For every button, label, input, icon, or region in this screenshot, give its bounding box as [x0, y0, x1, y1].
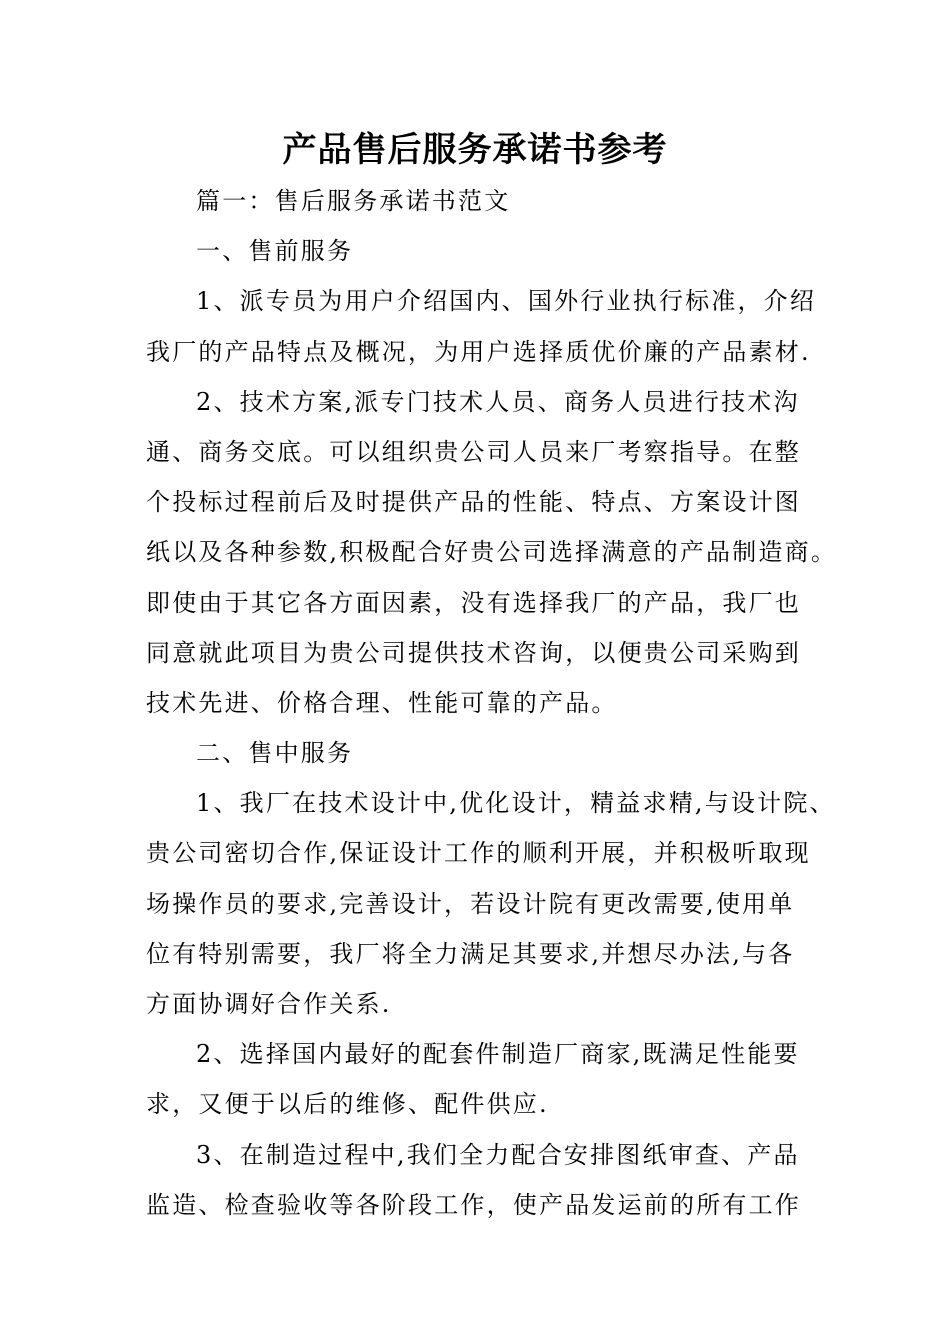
document-title: 产品售后服务承诺书参考 [282, 130, 668, 170]
paragraph-line: 1、我厂在技术设计中,优化设计，精益求精,与设计院、 [196, 789, 836, 818]
paragraph-line: 贵公司密切合作,保证设计工作的顺利开展，并积极听取现 [146, 839, 811, 868]
section-heading-pre-sale: 一、售前服务 [196, 237, 354, 266]
paragraph-line: 同意就此项目为贵公司提供技术咨询，以便贵公司采购到 [146, 638, 801, 667]
paragraph-line: 监造、检查验收等各阶段工作，使产品发运前的所有工作 [146, 1190, 801, 1219]
paragraph-line: 求，又便于以后的维修、配件供应. [146, 1090, 549, 1119]
paragraph-line: 方面协调好合作关系. [146, 990, 392, 1018]
paragraph-line: 位有特别需要，我厂将全力满足其要求,并想尽办法,与各 [146, 939, 795, 968]
document-body [146, 176, 838, 1230]
paragraph-line: 3、在制造过程中,我们全力配合安排图纸审查、产品 [196, 1140, 800, 1169]
paragraph-line: 2、选择国内最好的配套件制造厂商家,既满足性能要 [196, 1040, 800, 1069]
section-heading-in-sale: 二、售中服务 [196, 739, 354, 768]
paragraph-line: 1、派专员为用户介绍国内、国外行业执行标准，介绍 [196, 287, 817, 316]
paragraph-line: 即使由于其它各方面因素，没有选择我厂的产品，我厂也 [146, 588, 801, 617]
section-heading-chapter-one: 篇一：售后服务承诺书范文 [196, 187, 511, 215]
paragraph-line: 个投标过程前后及时提供产品的性能、特点、方案设计图 [146, 488, 801, 517]
paragraph-line: 纸以及各种参数,积极配合好贵公司选择满意的产品制造商。 [146, 538, 838, 567]
paragraph-line: 场操作员的要求,完善设计，若设计院有更改需要,使用单 [146, 889, 795, 918]
paragraph-line: 2、技术方案,派专门技术人员、商务人员进行技术沟 [196, 387, 800, 416]
paragraph-line: 我厂的产品特点及概况，为用户选择质优价廉的产品素材. [146, 337, 811, 366]
paragraph-line: 通、商务交底。可以组织贵公司人员来厂考察指导。在整 [146, 437, 801, 466]
paragraph-line: 技术先进、价格合理、性能可靠的产品。 [146, 688, 618, 717]
